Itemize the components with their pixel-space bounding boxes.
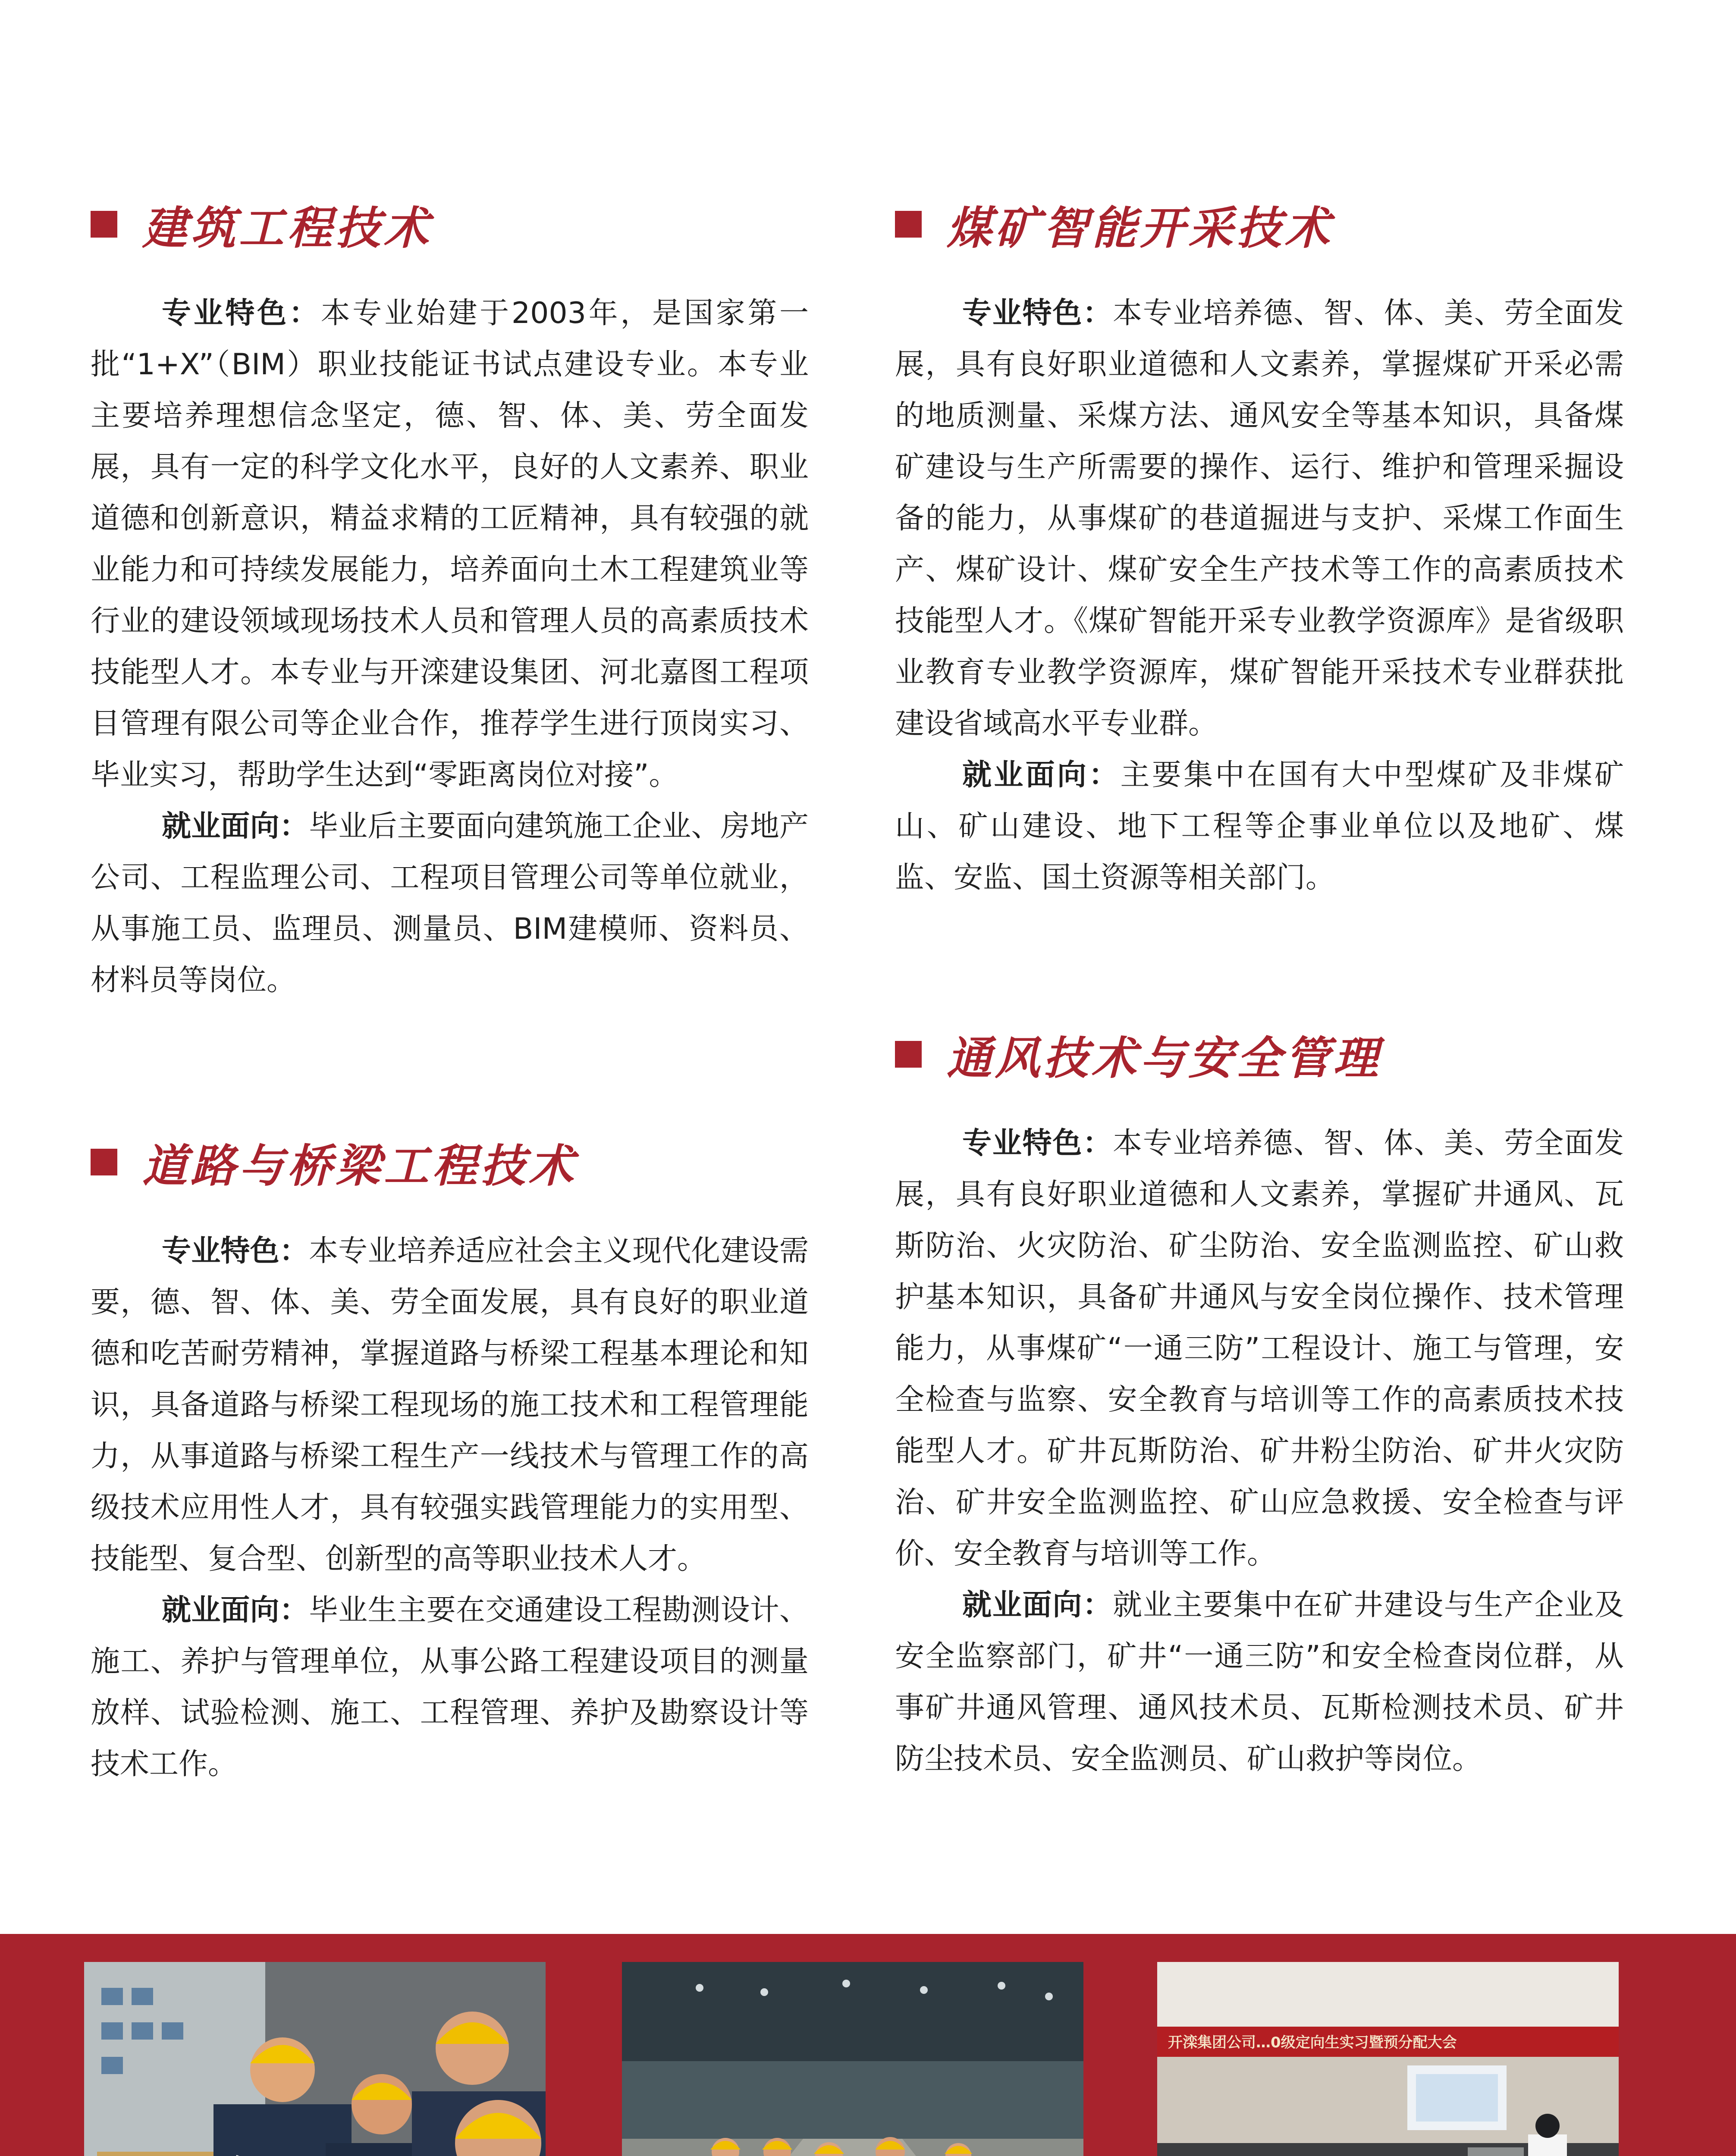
photo-illustration	[1157, 1962, 1619, 2156]
photo-illustration	[622, 1962, 1083, 2156]
feature-text: 本专业培养德、智、体、美、劳全面发展，具有良好职业道德和人文素养，掌握矿井通风、瓦斯防治、火灾防治、矿尘防治、安全监测监控、矿山救护基本知识，具备矿井通风与安全岗位操作、技术管理能力，从事煤矿“一通三防”工程设计、施工与管理，安全检查与监察、安全教育与培训等工作的高素质技术技能型人才。矿井瓦斯防治、矿井粉尘防治、矿井火灾防治、矿井安全监测监控、矿山应急救援、安全检查与评价、安全教育与培训等工作。	[895, 1126, 1624, 1571]
section-civil-engineering	[91, 192, 809, 1006]
section-heading	[895, 192, 1624, 257]
heading-square-bullet	[91, 1149, 117, 1175]
section-heading	[91, 1130, 809, 1194]
heading-square-bullet	[895, 211, 922, 238]
section-ventilation-safety	[895, 1022, 1624, 1785]
feature-label: 专业特色：	[162, 1234, 309, 1268]
employment-paragraph	[895, 749, 1624, 903]
section-title: 道路与桥梁工程技术	[142, 1140, 578, 1192]
employment-text: 毕业生主要在交通建设工程勘测设计、施工、养护与管理单位，从事公路工程建设项目的测量放样、试验检测、施工、工程管理、养护及勘察设计等技术工作。	[91, 1593, 809, 1781]
section-title: 建筑工程技术	[142, 202, 433, 254]
feature-label: 专业特色：	[162, 296, 321, 330]
employment-label: 就业面向：	[162, 809, 309, 843]
meeting-banner: 开滦集团公司…0级定向生实习暨预分配大会	[1168, 2034, 1457, 2051]
photo-meeting-hall	[1157, 1962, 1619, 2156]
employment-text: 就业主要集中在矿井建设与生产企业及安全监察部门，矿井“一通三防”和安全检查岗位群，从事矿井通风管理、通风技术员、瓦斯检测技术员、矿井防尘技术员、安全监测员、矿山救护等岗位。	[895, 1588, 1624, 1776]
employment-label: 就业面向：	[962, 758, 1121, 792]
feature-paragraph	[91, 1225, 809, 1585]
employment-paragraph	[895, 1579, 1624, 1785]
photo-workers-at-control-panel	[84, 1962, 546, 2156]
photo-illustration	[84, 1962, 546, 2156]
feature-text: 本专业培养适应社会主义现代化建设需要，德、智、体、美、劳全面发展，具有良好的职业道德和吃苦耐劳精神，掌握道路与桥梁工程基本理论和知识，具备道路与桥梁工程现场的施工技术和工程管理能力，从事道路与桥梁工程生产一线技术与管理工作的高级技术应用性人才，具有较强实践管理能力的实用型、技能型、复合型、创新型的高等职业技术人才。	[91, 1234, 809, 1576]
employment-paragraph	[91, 1585, 809, 1790]
feature-paragraph	[895, 1118, 1624, 1579]
photo-factory-visit	[622, 1962, 1083, 2156]
feature-text: 本专业始建于2003年，是国家第一批“1+X”（BIM）职业技能证书试点建设专业。本专业主要培养理想信念坚定，德、智、体、美、劳全面发展，具有一定的科学文化水平，良好的人文素养、职业道德和创新意识，精益求精的工匠精神，具有较强的就业能力和可持续发展能力，培养面向土木工程建筑业等行业的建设领域现场技术人员和管理人员的高素质技术技能型人才。本专业与开滦建设集团、河北嘉图工程项目管理有限公司等企业合作，推荐学生进行顶岗实习、毕业实习，帮助学生达到“零距离岗位对接”。	[91, 296, 809, 792]
employment-label: 就业面向：	[162, 1593, 309, 1627]
section-heading	[895, 1022, 1624, 1087]
section-road-bridge	[91, 1130, 809, 1790]
employment-text: 主要集中在国有大中型煤矿及非煤矿山、矿山建设、地下工程等企事业单位以及地矿、煤监、安监、国土资源等相关部门。	[895, 758, 1624, 895]
heading-square-bullet	[895, 1041, 922, 1068]
feature-paragraph	[895, 288, 1624, 749]
feature-label: 专业特色：	[962, 296, 1113, 330]
employment-label: 就业面向：	[962, 1588, 1113, 1622]
section-coal-mining	[895, 192, 1624, 903]
section-heading	[91, 192, 809, 257]
heading-square-bullet	[91, 211, 117, 238]
feature-text: 本专业培养德、智、体、美、劳全面发展，具有良好职业道德和人文素养，掌握煤矿开采必需的地质测量、采煤方法、通风安全等基本知识，具备煤矿建设与生产所需要的操作、运行、维护和管理采掘设备的能力，从事煤矿的巷道掘进与支护、采煤工作面生产、煤矿设计、煤矿安全生产技术等工作的高素质技术技能型人才。《煤矿智能开采专业教学资源库》是省级职业教育专业教学资源库，煤矿智能开采技术专业群获批建设省域高水平专业群。	[895, 296, 1624, 741]
employment-paragraph	[91, 801, 809, 1006]
feature-label: 专业特色：	[962, 1126, 1113, 1160]
section-title: 煤矿智能开采技术	[947, 202, 1334, 254]
employment-text: 毕业后主要面向建筑施工企业、房地产公司、工程监理公司、工程项目管理公司等单位就业，从事施工员、监理员、测量员、BIM建模师、资料员、材料员等岗位。	[91, 809, 809, 997]
feature-paragraph	[91, 288, 809, 801]
section-title: 通风技术与安全管理	[947, 1032, 1382, 1084]
